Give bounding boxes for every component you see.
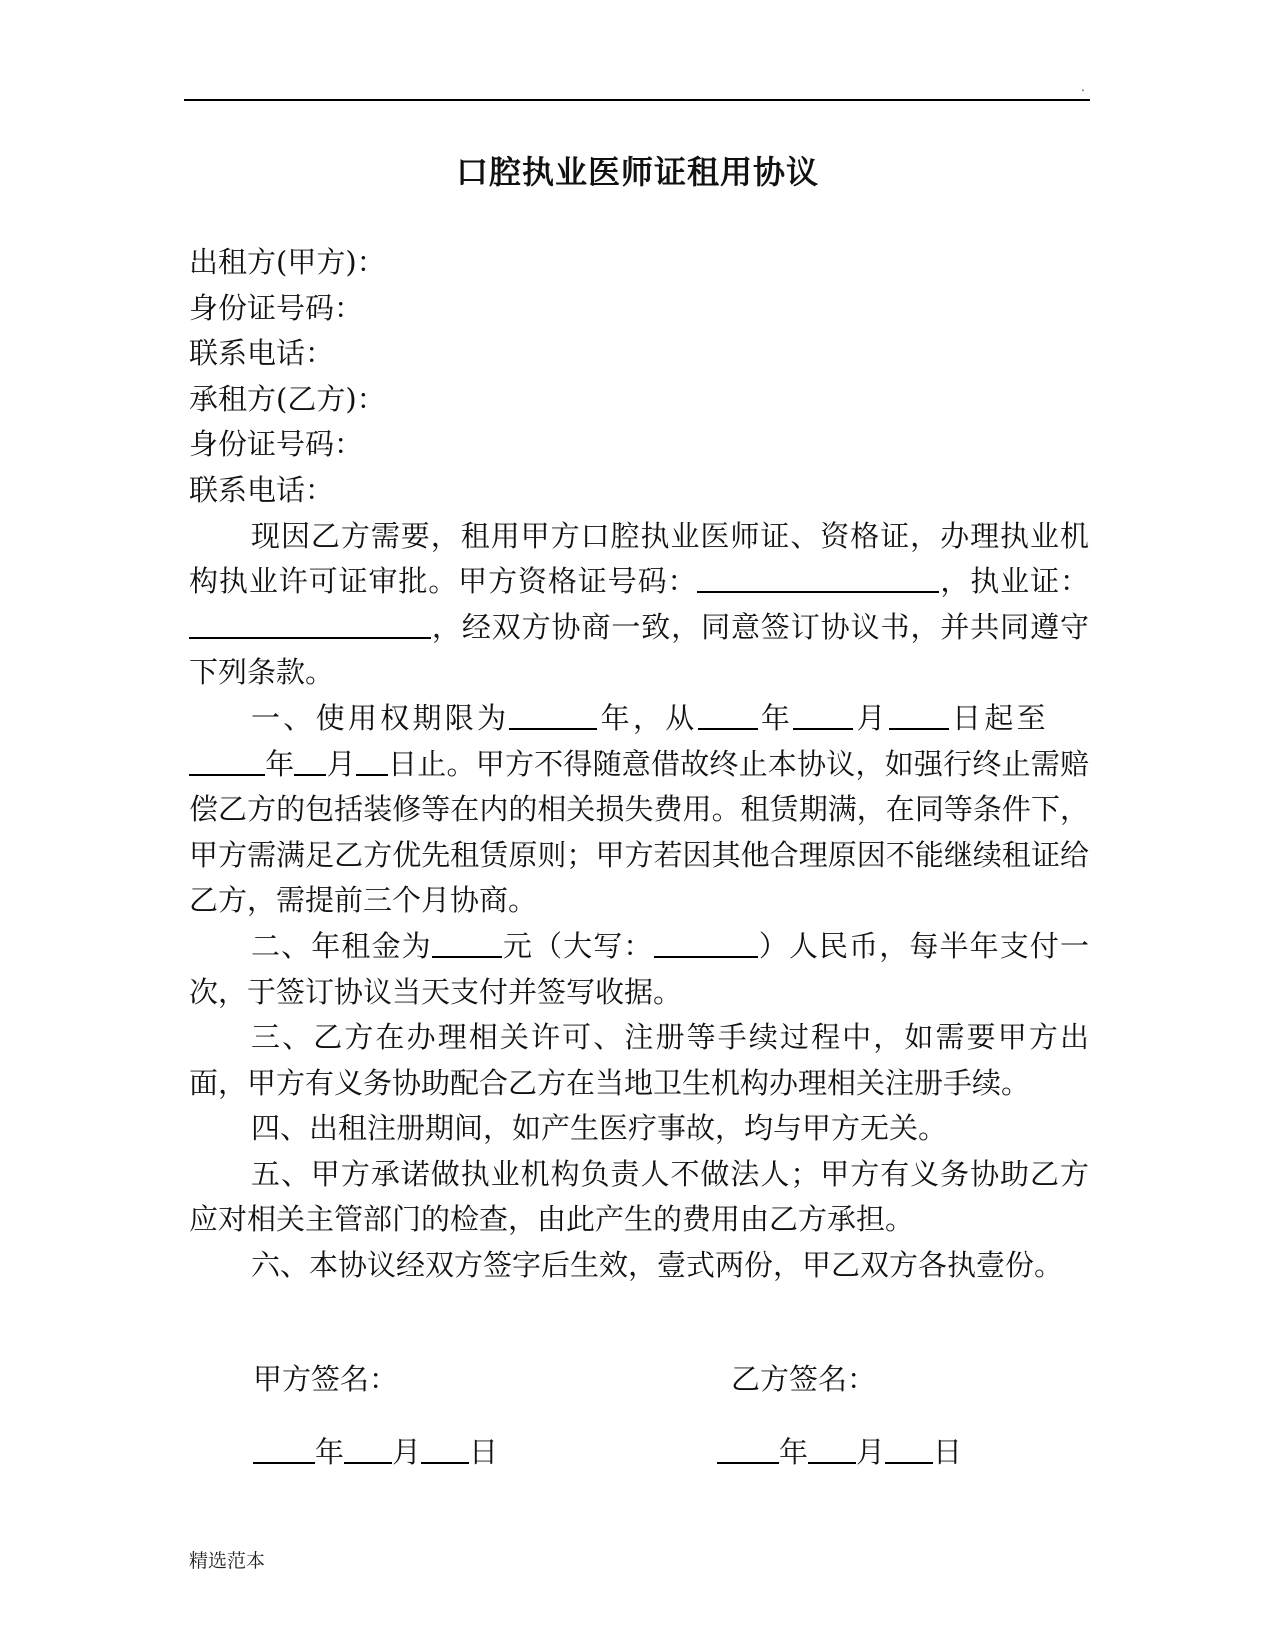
lessor-phone-label: 联系电话： [189,336,335,371]
clause-2-text-b: 元（大写： [501,928,654,963]
party-b-date [717,1432,962,1472]
lessee-label: 承租方(乙方)： [189,381,386,416]
document-body [189,240,1089,1289]
rent-in-words-blank [654,928,758,958]
document-title: 口腔执业医师证租用协议 [455,153,819,191]
end-year-blank [189,746,265,776]
clause-2 [189,924,1089,1015]
end-day-blank [356,746,388,776]
clause-2-text-c: ）人民币，每半年支付一次，于签订协议当天支付并签写收据。 [189,928,1089,1009]
clause-1-text-c: 年 [757,700,794,735]
party-b-month-blank [808,1434,856,1464]
lessee-phone-label: 联系电话： [189,472,335,507]
annual-rent-blank [432,928,502,958]
intro-text-1: 现因乙方需要，租用甲方口腔执业医师证、资格证，办理执业机构执业许可证审批。甲方资格证号码： [189,518,1089,599]
license-number-blank [189,609,431,639]
lessor-id-label: 身份证号码： [189,290,364,325]
clause-1-text-b: 年，从 [597,700,698,735]
intro-text-3: ，经双方协商一致，同意签订协议书，并共同遵守下列条款。 [189,609,1089,690]
intro-text-2: ，执业证： [939,564,1089,599]
clause-6: 六、本协议经双方签字后生效，壹式两份，甲乙双方各执壹份。 [251,1248,1064,1283]
clause-1-text-d: 月 [853,700,889,735]
clause-1-text-g: 月 [326,746,356,781]
party-a-date [253,1432,498,1472]
term-years-blank [509,700,597,730]
clause-1-text-a: 一、使用权期限为 [251,700,510,735]
party-a-day-blank [421,1434,469,1464]
party-b-day-blank [885,1434,933,1464]
party-a-signature-label: 甲方签名： [253,1362,399,1396]
qualification-number-blank [697,563,939,593]
party-b-year-label: 年 [779,1435,809,1469]
party-b-signature-label: 乙方签名： [731,1362,877,1396]
intro-paragraph [189,514,1089,696]
clause-1-text-e: 日起至 [948,700,1049,735]
clause-3: 三、乙方在办理相关许可、注册等手续过程中，如需要甲方出面，甲方有义务协助配合乙方在当地卫生机构办理相关注册手续。 [189,1020,1089,1100]
start-month-blank [793,700,853,730]
party-b-month-label: 月 [856,1435,886,1469]
start-day-blank [889,700,949,730]
clause-5: 五、甲方承诺做执业机构负责人不做法人；甲方有义务协助乙方应对相关主管部门的检查，由此产生的费用由乙方承担。 [189,1156,1089,1237]
party-b-year-blank [717,1434,779,1464]
party-a-year-label: 年 [315,1435,345,1469]
clause-1-text-f: 年 [265,746,295,781]
clause-1-text-h: 日止。甲方不得随意借故终止本协议，如强行终止需赔偿乙方的包括装修等在内的相关损失费用。租赁期满，在同等条件下，甲方需满足乙方优先租赁原则；甲方若因其他合理原因不能继续租证给乙方，需提前三个月协商。 [189,746,1089,918]
header-rule [184,99,1090,101]
clause-4: 四、出租注册期间，如产生医疗事故，均与甲方无关。 [251,1111,948,1146]
party-a-month-blank [344,1434,392,1464]
lessor-label: 出租方(甲方)： [189,245,386,279]
party-a-day-label: 日 [469,1435,499,1469]
start-year-blank [698,700,758,730]
party-b-day-label: 日 [933,1435,963,1469]
party-a-year-blank [253,1434,315,1464]
clause-1 [189,696,1089,924]
party-a-month-label: 月 [392,1435,422,1469]
end-month-blank [294,746,326,776]
lessee-id-label: 身份证号码： [189,427,364,462]
clause-2-text-a: 二、年租金为 [251,928,432,963]
header-dot: . [1081,80,1085,94]
footer-note: 精选范本 [189,1550,266,1572]
